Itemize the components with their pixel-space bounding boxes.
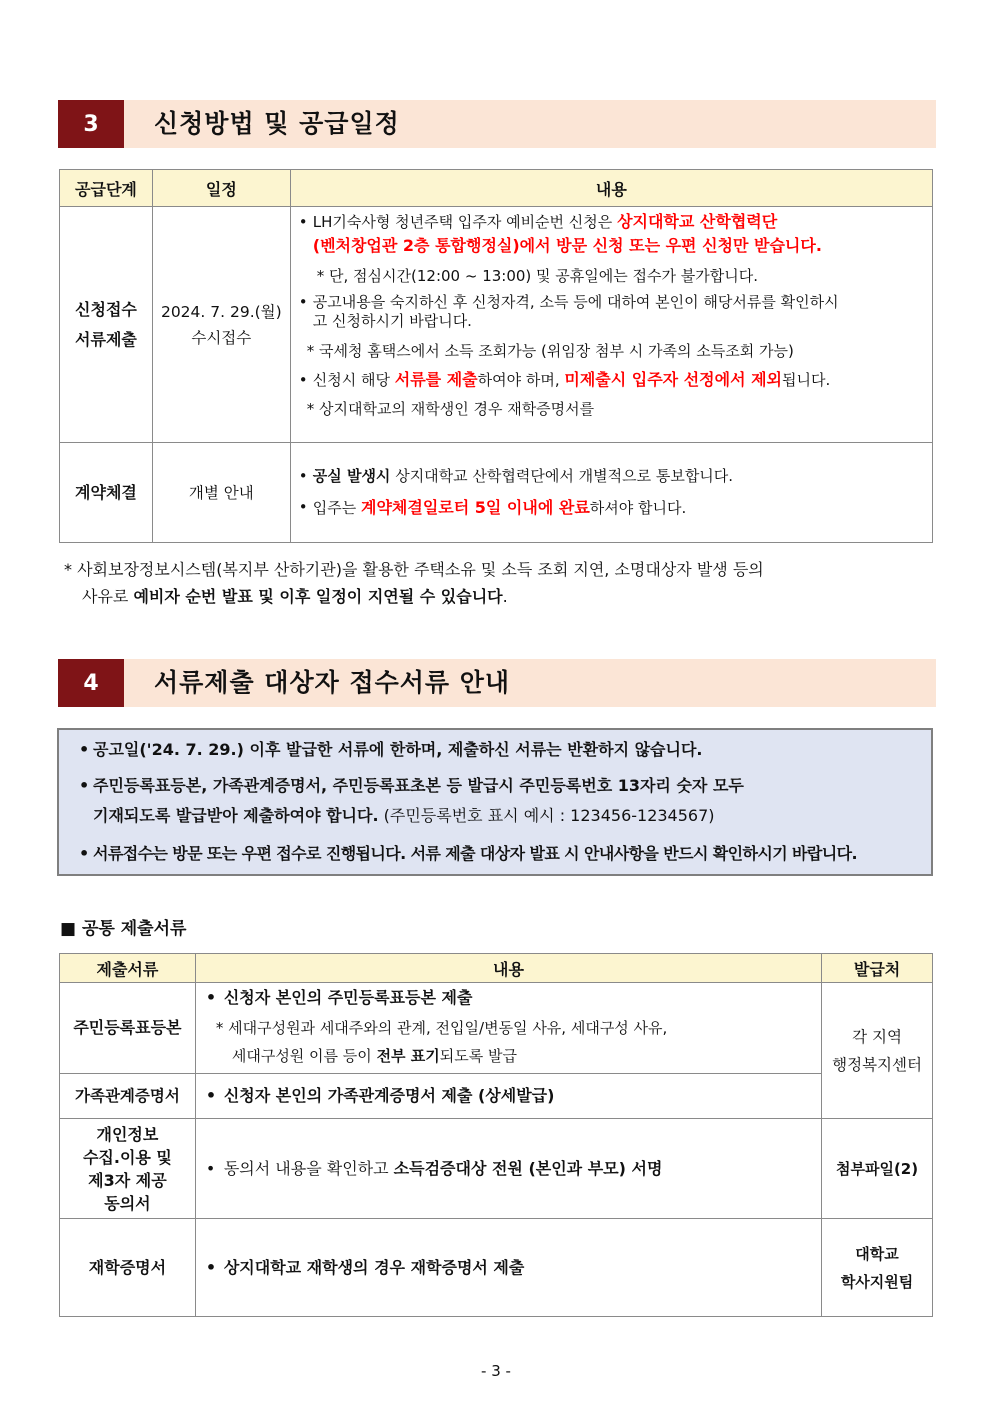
document-name: 재학증명서 xyxy=(60,1219,196,1317)
section-number: 4 xyxy=(58,659,124,707)
common-documents-heading: ■ 공통 제출서류 xyxy=(60,919,187,939)
schedule-table xyxy=(59,169,933,543)
issuer-cell xyxy=(822,1219,933,1317)
document-name-line: 수집.이용 및 xyxy=(82,1147,172,1167)
notice-item-continuation: 기재되도록 발급받아 제출하여야 합니다. (주민등록번호 표시 예시 : 123456-1234567) xyxy=(93,806,715,825)
note-text: * 세대구성원과 세대주와의 관계, 전입일/변동일 사유, 세대구성 사유, xyxy=(215,1019,668,1037)
note-text: * 국세청 홈택스에서 소득 조회가능 (위임장 첨부 시 가족의 소득조회 가능) xyxy=(306,342,794,360)
schedule-note xyxy=(64,556,930,610)
bullet-item: • 신청시 해당 서류를 제출하여야 하며, 미제출시 입주자 선정에서 제외됩니다. xyxy=(298,370,831,389)
stage-label: 서류제출 xyxy=(75,329,137,349)
table-row xyxy=(60,443,933,543)
page-number: - 3 - xyxy=(481,1362,511,1380)
header-cell: 내용 xyxy=(290,170,932,207)
bullet-item: • 신청자 본인의 가족관계증명서 제출 (상세발급) xyxy=(205,1086,555,1105)
bullet-item: • 상지대학교 재학생의 경우 재학증명서 제출 xyxy=(205,1257,525,1277)
document-name-line: 제3자 제공 xyxy=(88,1170,167,1190)
section-3-header xyxy=(58,100,936,148)
content-cell xyxy=(195,983,821,1074)
bullet-item: • 공고내용을 숙지하신 후 신청자격, 소득 등에 대하여 본인이 해당서류를 확인하시 xyxy=(298,293,839,311)
document-name xyxy=(60,1119,196,1219)
notice-item: • 주민등록표등본, 가족관계증명서, 주민등록표초본 등 발급시 주민등록번호 13자리 숫자 모두 xyxy=(79,776,744,795)
header-cell: 제출서류 xyxy=(60,954,196,983)
bullet-item: • 공실 발생시 상지대학교 산학협력단에서 개별적으로 통보합니다. xyxy=(298,467,734,485)
issuer-text: 학사지원팀 xyxy=(840,1272,914,1291)
notice-box xyxy=(57,728,933,876)
document-name: 주민등록표등본 xyxy=(60,983,196,1074)
document-name: 가족관계증명서 xyxy=(60,1074,196,1119)
bullet-item: • 신청자 본인의 주민등록표등본 제출 xyxy=(205,988,473,1007)
issuer-text: 대학교 xyxy=(855,1244,899,1263)
notice-item: • 서류접수는 방문 또는 우편 접수로 진행됩니다. 서류 제출 대상자 발표 시 안내사항을 반드시 확인하시기 바랍니다. xyxy=(79,844,857,863)
section-4-header xyxy=(58,659,936,707)
table-row xyxy=(60,1119,933,1219)
note-line: 사유로 예비자 순번 발표 및 이후 일정이 지연될 수 있습니다. xyxy=(82,587,508,606)
table-header-row xyxy=(60,954,933,983)
section-number: 3 xyxy=(58,100,124,148)
table-header-row xyxy=(60,170,933,207)
issuer-text: 행정복지센터 xyxy=(832,1055,922,1074)
content-cell xyxy=(195,1074,821,1119)
note-text: * 단, 점심시간(12:00 ~ 13:00) 및 공휴일에는 접수가 불가합니다. xyxy=(316,267,758,285)
date-cell xyxy=(152,207,290,443)
content-cell xyxy=(195,1119,821,1219)
document-name-line: 동의서 xyxy=(104,1193,151,1213)
note-line: * 사회보장정보시스템(복지부 산하기관)을 활용한 주택소유 및 소득 조회 지연, 소명대상자 발생 등의 xyxy=(64,560,764,579)
section-title: 신청방법 및 공급일정 xyxy=(154,109,400,138)
table-row xyxy=(60,1074,933,1119)
issuer-cell xyxy=(822,983,933,1119)
bullet-item: • 입주는 계약체결일로터 5일 이내에 완료하셔야 합니다. xyxy=(298,498,687,517)
bullet-continuation: (벤처창업관 2층 통합행정실)에서 방문 신청 또는 우편 신청만 받습니다. xyxy=(312,236,822,255)
content-cell xyxy=(195,1219,821,1317)
issuer-text: 각 지역 xyxy=(852,1027,902,1046)
header-cell: 발급처 xyxy=(822,954,933,983)
section-title: 서류제출 대상자 접수서류 안내 xyxy=(154,668,511,697)
date-text: 수시접수 xyxy=(191,328,252,347)
bullet-continuation: 고 신청하시기 바랍니다. xyxy=(312,312,472,330)
header-cell: 공급단계 xyxy=(60,170,153,207)
table-row xyxy=(60,983,933,1074)
header-cell: 내용 xyxy=(195,954,821,983)
table-row xyxy=(60,1219,933,1317)
note-text: * 상지대학교의 재학생인 경우 재학증명서를 xyxy=(306,400,595,418)
date-text: 2024. 7. 29.(월) xyxy=(160,302,282,321)
date-cell: 개별 안내 xyxy=(152,443,290,543)
bullet-item: • LH기숙사형 청년주택 입주자 예비순번 신청은 상지대학교 산학협력단 xyxy=(298,212,778,231)
header-cell: 일정 xyxy=(152,170,290,207)
notice-item: • 공고일('24. 7. 29.) 이후 발급한 서류에 한하며, 제출하신 서류는 반환하지 않습니다. xyxy=(79,740,703,759)
documents-table xyxy=(59,953,933,1317)
table-row xyxy=(60,207,933,443)
bullet-item: • 동의서 내용을 확인하고 소득검증대상 전원 (본인과 부모) 서명 xyxy=(205,1158,663,1178)
stage-cell xyxy=(60,207,153,443)
stage-label: 신청접수 xyxy=(75,299,137,319)
content-cell xyxy=(290,443,932,543)
stage-cell: 계약체결 xyxy=(60,443,153,543)
content-cell xyxy=(290,207,932,443)
note-text: 세대구성원 이름 등이 전부 표기되도록 발급 xyxy=(231,1047,517,1065)
issuer-cell: 첨부파일(2) xyxy=(822,1119,933,1219)
document-name-line: 개인정보 xyxy=(96,1124,159,1144)
